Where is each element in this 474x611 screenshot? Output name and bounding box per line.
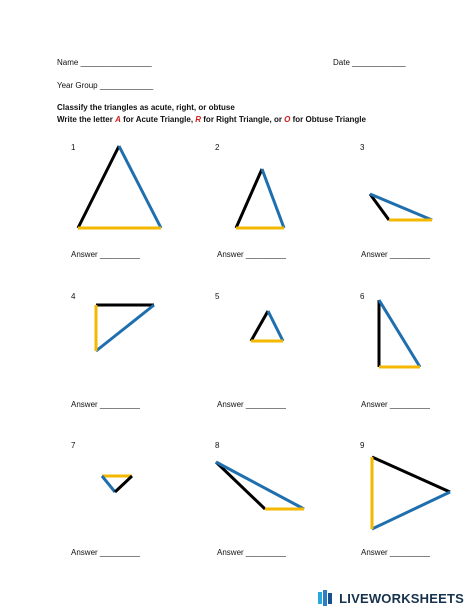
problem-number-5: 5 <box>215 292 220 301</box>
answer-field-9[interactable]: Answer _________ <box>361 548 430 557</box>
problem-number-8: 8 <box>215 441 220 450</box>
name-field-label: Name ________________ <box>57 58 152 67</box>
problem-number-2: 2 <box>215 143 220 152</box>
year-group-field-label: Year Group ____________ <box>57 81 154 90</box>
liveworksheets-brand-text: LIVEWORKSHEETS <box>339 590 464 606</box>
instructions-line-2: Write the letter A for Acute Triangle, R for Right Triangle, or O for Obtuse Triangle <box>57 115 366 124</box>
problem-number-6: 6 <box>360 292 365 301</box>
liveworksheets-icon <box>317 589 335 607</box>
problem-number-9: 9 <box>360 441 365 450</box>
liveworksheets-logo <box>317 588 464 608</box>
answer-field-8[interactable]: Answer _________ <box>217 548 286 557</box>
problem-number-7: 7 <box>71 441 76 450</box>
problem-number-3: 3 <box>360 143 365 152</box>
letter-a: A <box>115 115 121 124</box>
answer-field-7[interactable]: Answer _________ <box>71 548 140 557</box>
problem-number-1: 1 <box>71 143 76 152</box>
date-field-label: Date ____________ <box>333 58 406 67</box>
problem-number-4: 4 <box>71 292 76 301</box>
answer-field-5[interactable]: Answer _________ <box>217 400 286 409</box>
answer-field-3[interactable]: Answer _________ <box>361 250 430 259</box>
answer-field-6[interactable]: Answer _________ <box>361 400 430 409</box>
answer-field-4[interactable]: Answer _________ <box>71 400 140 409</box>
instructions-line-1: Classify the triangles as acute, right, or obtuse <box>57 103 235 112</box>
letter-o: O <box>284 115 291 124</box>
letter-r: R <box>195 115 202 124</box>
answer-field-1[interactable]: Answer _________ <box>71 250 140 259</box>
answer-field-2[interactable]: Answer _________ <box>217 250 286 259</box>
